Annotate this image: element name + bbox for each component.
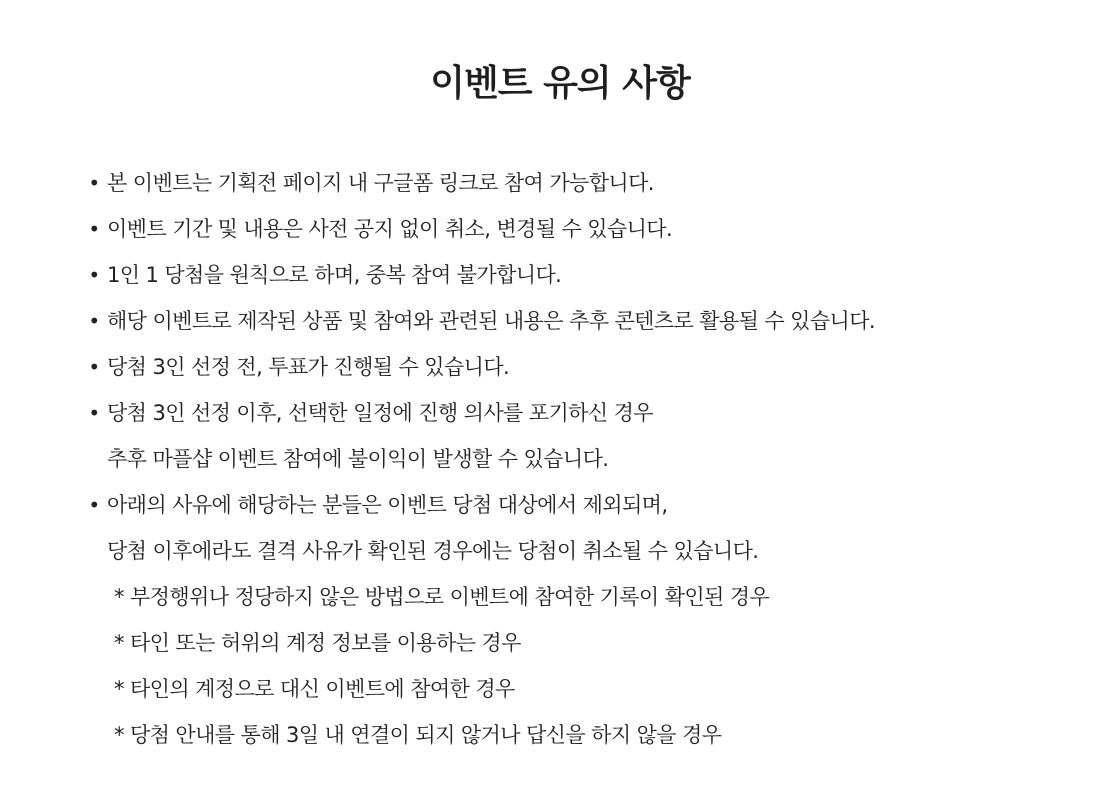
bullet-icon: •	[88, 355, 100, 379]
notice-continuation	[86, 436, 1086, 482]
notice-text: 본 이벤트는 기획전 페이지 내 구글폼 링크로 참여 가능합니다.	[107, 171, 654, 195]
notice-text: * 타인의 계정으로 대신 이벤트에 참여한 경우	[114, 677, 515, 701]
notice-text: 아래의 사유에 해당하는 분들은 이벤트 당첨 대상에서 제외되며,	[107, 493, 668, 517]
bullet-icon: •	[88, 263, 100, 287]
notice-item	[86, 390, 1086, 436]
bullet-icon: •	[88, 171, 100, 195]
exclusion-reason	[86, 666, 1086, 712]
exclusion-reason	[86, 574, 1086, 620]
notice-text: 당첨 3인 선정 전, 투표가 진행될 수 있습니다.	[107, 355, 510, 379]
notice-item	[86, 344, 1086, 390]
notice-text: * 타인 또는 허위의 계정 정보를 이용하는 경우	[114, 631, 521, 655]
notice-list	[86, 160, 1086, 758]
notice-text: 당첨 이후에라도 결격 사유가 확인된 경우에는 당첨이 취소될 수 있습니다.	[107, 539, 759, 563]
notice-continuation	[86, 528, 1086, 574]
notice-text: 추후 마플샵 이벤트 참여에 불이익이 발생할 수 있습니다.	[107, 447, 609, 471]
notice-item	[86, 206, 1086, 252]
bullet-icon: •	[88, 309, 100, 333]
bullet-icon: •	[88, 401, 100, 425]
bullet-icon: •	[88, 217, 100, 241]
notice-item	[86, 482, 1086, 528]
exclusion-reason	[86, 620, 1086, 666]
bullet-icon: •	[88, 493, 100, 517]
exclusion-reason	[86, 712, 1086, 758]
notice-text: * 부정행위나 정당하지 않은 방법으로 이벤트에 참여한 기록이 확인된 경우	[114, 585, 770, 609]
notice-item	[86, 160, 1086, 206]
notice-text: 이벤트 기간 및 내용은 사전 공지 없이 취소, 변경될 수 있습니다.	[107, 217, 673, 241]
notice-text: 당첨 3인 선정 이후, 선택한 일정에 진행 의사를 포기하신 경우	[107, 401, 653, 425]
notice-text: * 당첨 안내를 통해 3일 내 연결이 되지 않거나 답신을 하지 않을 경우	[114, 723, 722, 747]
notice-text: 1인 1 당첨을 원칙으로 하며, 중복 참여 불가합니다.	[107, 263, 562, 287]
notice-item	[86, 252, 1086, 298]
notice-item	[86, 298, 1086, 344]
page-title: 이벤트 유의 사항	[430, 63, 690, 104]
notice-text: 해당 이벤트로 제작된 상품 및 참여와 관련된 내용은 추후 콘텐츠로 활용될 수 있습니다.	[107, 309, 875, 333]
